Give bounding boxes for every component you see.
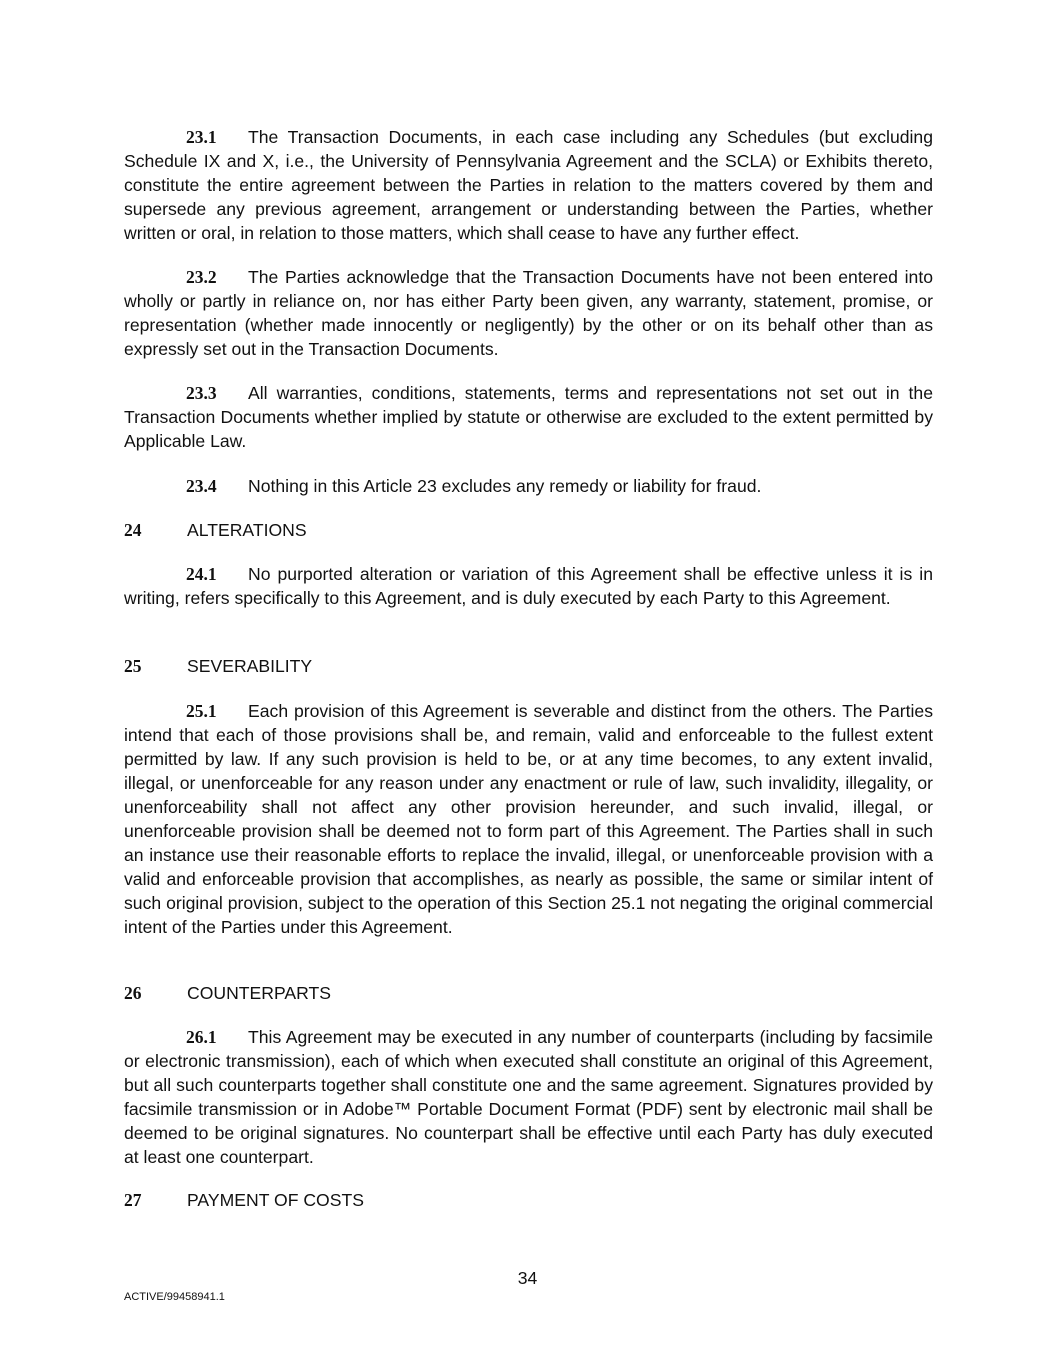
paragraph-text: Nothing in this Article 23 excludes any remedy or liability for fraud. — [248, 476, 762, 496]
heading-27 — [124, 1188, 933, 1212]
heading-number: 27 — [124, 1190, 142, 1210]
heading-title: COUNTERPARTS — [187, 983, 332, 1003]
paragraph-text: No purported alteration or variation of this Agreement shall be effective unless it is in writing, refers specifically to this Agreement, and is duly executed by each Party to this Agreement. — [124, 564, 933, 608]
heading-25 — [124, 654, 933, 678]
section-number: 23.1 — [186, 127, 217, 147]
heading-title: SEVERABILITY — [187, 656, 313, 676]
heading-number: 24 — [124, 520, 142, 540]
paragraph-23-3 — [124, 381, 933, 453]
heading-number: 26 — [124, 983, 142, 1003]
section-number: 23.4 — [186, 476, 217, 496]
paragraph-25-1 — [124, 699, 933, 939]
paragraph-26-1 — [124, 1025, 933, 1169]
paragraph-text: Each provision of this Agreement is severable and distinct from the others. The Parties intend that each of those provisions shall be, and remain, valid and enforceable to the fullest extent permitted by law. If any such provision is held to be, or at any time becomes, to any extent invalid, illegal, or unenforceable for any reason under any enactment or rule of law, such invalidity, illegality, or unenforceability shall not affect any other provision hereunder, and such invalid, illegal, or unenforceable provision shall be deemed not to form part of this Agreement. The Parties shall in such an instance use their reasonable efforts to replace the invalid, illegal, or unenforceable provision with a valid and enforceable provision that accomplishes, as nearly as possible, the same or similar intent of such original provision, subject to the operation of this Section 25.1 not negating the original commercial intent of the Parties under this Agreement. — [124, 701, 933, 937]
page-number: 34 — [517, 1268, 538, 1288]
section-number: 23.3 — [186, 383, 217, 403]
paragraph-text: This Agreement may be executed in any number of counterparts (including by facsimile or electronic transmission), each of which when executed shall constitute an original of this Agreement, but all such counterparts together shall constitute one and the same agreement. Signatures provided by facsimile transmission or in Adobe™ Portable Document Format (PDF) sent by electronic mail shall be deemed to be original signatures. No counterpart shall be effective until each Party has duly executed at least one counterpart. — [124, 1027, 933, 1167]
paragraph-text: The Parties acknowledge that the Transaction Documents have not been entered into wholly or partly in reliance on, nor has either Party been given, any warranty, statement, promise, or representation (whether made innocently or negligently) by the other or on its behalf other than as expressly set out in the Transaction Documents. — [124, 267, 933, 359]
heading-number: 25 — [124, 656, 142, 676]
section-number: 24.1 — [186, 564, 217, 584]
paragraph-23-1 — [124, 125, 933, 245]
section-number: 23.2 — [186, 267, 217, 287]
section-number: 26.1 — [186, 1027, 217, 1047]
section-number: 25.1 — [186, 701, 217, 721]
paragraph-text: The Transaction Documents, in each case including any Schedules (but excluding Schedule IX and X, i.e., the University of Pennsylvania Agreement and the SCLA) or Exhibits thereto, constitute the entire agreement between the Parties in relation to the matters covered by them and supersede any previous agreement, arrangement or understanding between the Parties, whether written or oral, in relation to those matters, which shall cease to have any further effect. — [124, 127, 933, 243]
paragraph-24-1 — [124, 562, 933, 610]
paragraph-23-4 — [124, 474, 933, 498]
paragraph-text: All warranties, conditions, statements, terms and representations not set out in the Transaction Documents whether implied by statute or otherwise are excluded to the extent permitted by Applicable Law. — [124, 383, 933, 451]
heading-title: PAYMENT OF COSTS — [187, 1190, 364, 1210]
paragraph-23-2 — [124, 265, 933, 361]
heading-24 — [124, 518, 933, 542]
heading-title: ALTERATIONS — [187, 520, 307, 540]
heading-26 — [124, 981, 933, 1005]
document-id: ACTIVE/99458941.1 — [124, 1291, 225, 1303]
